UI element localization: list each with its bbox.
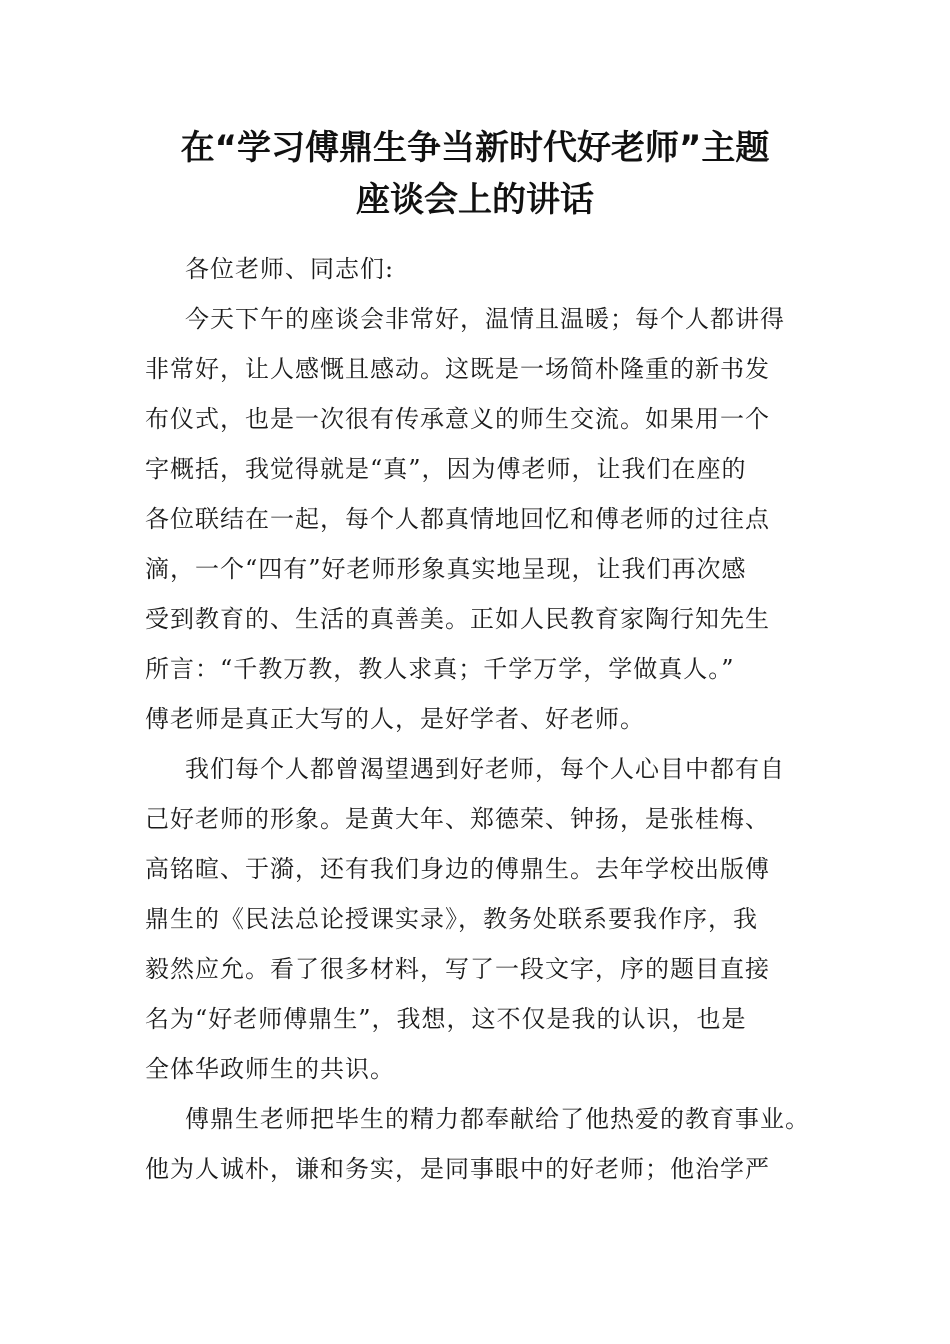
- title-line-2: 座谈会上的讲话: [356, 180, 594, 220]
- paragraph-line: 所言：“千教万教，教人求真；千学万学，学做真人。”: [145, 655, 735, 683]
- paragraph-line: 他为人诚朴，谦和务实，是同事眼中的好老师；他治学严: [145, 1155, 770, 1183]
- paragraph-line: 毅然应允。看了很多材料，写了一段文字，序的题目直接: [145, 955, 770, 983]
- paragraph-line: 高铭暄、于漪，还有我们身边的傅鼎生。去年学校出版傅: [145, 855, 770, 883]
- paragraph-line: 我们每个人都曾渴望遇到好老师，每个人心目中都有自: [185, 755, 785, 783]
- paragraph-line: 全体华政师生的共识。: [145, 1055, 395, 1083]
- paragraph-line: 受到教育的、生活的真善美。正如人民教育家陶行知先生: [145, 605, 770, 633]
- paragraph-line: 滴，一个“四有”好老师形象真实地呈现，让我们再次感: [145, 555, 747, 583]
- greeting-line: 各位老师、同志们:: [185, 255, 395, 283]
- document-title: [100, 122, 850, 226]
- paragraph-line: 今天下午的座谈会非常好，温情且温暖；每个人都讲得: [185, 305, 785, 333]
- paragraph-1: [145, 294, 810, 744]
- paragraph-line: 字概括，我觉得就是“真”，因为傅老师，让我们在座的: [145, 455, 747, 483]
- title-line-1: 在“学习傅鼎生争当新时代好老师”主题: [180, 128, 770, 168]
- paragraph-line: 名为“好老师傅鼎生”，我想，这不仅是我的认识，也是: [145, 1005, 747, 1033]
- paragraph-line: 傅鼎生老师把毕生的精力都奉献给了他热爱的教育事业。: [185, 1105, 810, 1133]
- paragraph-line: 非常好，让人感慨且感动。这既是一场简朴隆重的新书发: [145, 355, 770, 383]
- paragraph-2: [145, 744, 810, 1094]
- paragraph-line: 鼎生的《民法总论授课实录》，教务处联系要我作序，我: [145, 905, 758, 933]
- paragraph-line: 布仪式，也是一次很有传承意义的师生交流。如果用一个: [145, 405, 770, 433]
- paragraph-line: 己好老师的形象。是黄大年、郑德荣、钟扬，是张桂梅、: [145, 805, 770, 833]
- greeting-paragraph: [145, 244, 810, 294]
- paragraph-line: 各位联结在一起，每个人都真情地回忆和傅老师的过往点: [145, 505, 770, 533]
- paragraph-3: [145, 1094, 810, 1194]
- document-body: [145, 244, 810, 1194]
- paragraph-line: 傅老师是真正大写的人，是好学者、好老师。: [145, 705, 645, 733]
